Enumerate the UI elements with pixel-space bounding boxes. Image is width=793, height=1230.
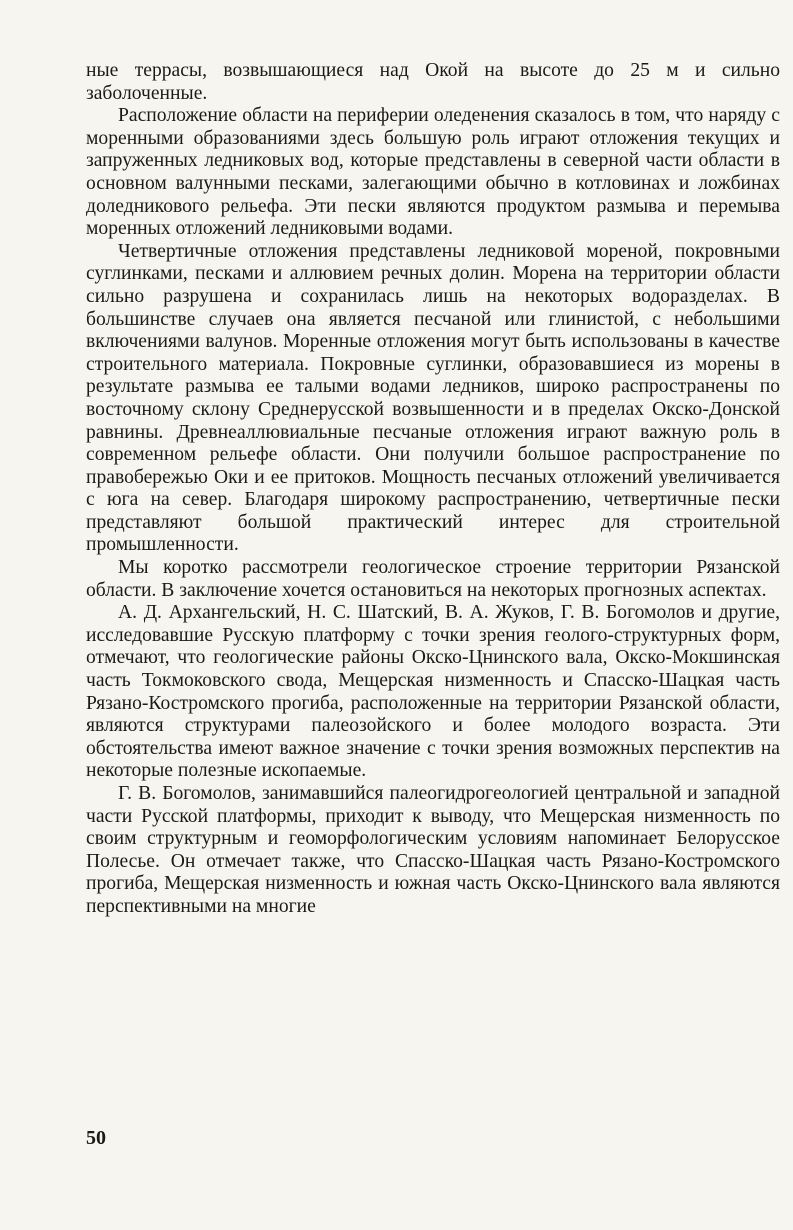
paragraph-researchers: А. Д. Архангельский, Н. С. Шатский, В. А. Жуков, Г. В. Богомолов и другие, исследовавшие Русскую платформу с точки зрения геолого-структурных форм, отмечают, что геологические районы Окско-Цнинского вала, Окско-Мокшинская часть Токмоковского свода, Мещерская низменность и Спасско-Шацкая часть Рязано-Костромского прогиба, расположенные на территории Рязанской области, являются структурами палеозойского и более молодого возраста. Эти обстоятельства имеют важное значение с точки зрения возможных перспектив на некоторые полезные ископаемые. (86, 602, 780, 782)
paragraph-glacial-deposits: Расположение области на периферии оледенения сказалось в том, что наряду с моренными образованиями здесь большую роль играют отложения текущих и запруженных ледниковых вод, которые представлены в северной части области в основном валунными песками, залегающими обычно в котловинах и ложбинах доледникового рельефа. Эти пески являются продуктом размыва и перемыва моренных отложений ледниковыми водами. (86, 105, 780, 240)
paragraph-continuation: ные террасы, возвышающиеся над Окой на высоте до 25 м и сильно заболоченные. (86, 60, 780, 104)
paragraph-bogomolov: Г. В. Богомолов, занимавшийся палеогидрогеологией центральной и западной части Русской платформы, приходит к выводу, что Мещерская низменность по своим структурным и геоморфологическим условиям напоминает Белорусское Полесье. Он отмечает также, что Спасско-Шацкая часть Рязано-Костромского прогиба, Мещерская низменность и южная часть Окско-Цнинского вала являются перспективными на многие (86, 783, 780, 917)
page-number: 50 (86, 1127, 106, 1149)
paragraph-summary: Мы коротко рассмотрели геологическое строение территории Рязанской области. В заключение хочется остановиться на некоторых прогнозных аспектах. (86, 557, 780, 601)
paragraph-quaternary-deposits: Четвертичные отложения представлены ледниковой мореной, покровными суглинками, песками и аллювием речных долин. Морена на территории области сильно разрушена и сохранилась лишь на некоторых водоразделах. В большинстве случаев она является песчаной или глинистой, с небольшими включениями валунов. Моренные отложения могут быть использованы в качестве строительного материала. Покровные суглинки, образовавшиеся из морены в результате размыва ее талыми водами ледников, широко распространены по восточному склону Среднерусской возвышенности и в пределах Окско-Донской равнины. Древнеаллювиальные песчаные отложения играют важную роль в современном рельефе области. Они получили большое распространение по правобережью Оки и ее притоков. Мощность песчаных отложений увеличивается с юга на север. Благодаря широкому распространению, четвертичные пески представляют большой практический интерес для строительной промышленности. (86, 240, 780, 556)
body-text (86, 60, 780, 919)
